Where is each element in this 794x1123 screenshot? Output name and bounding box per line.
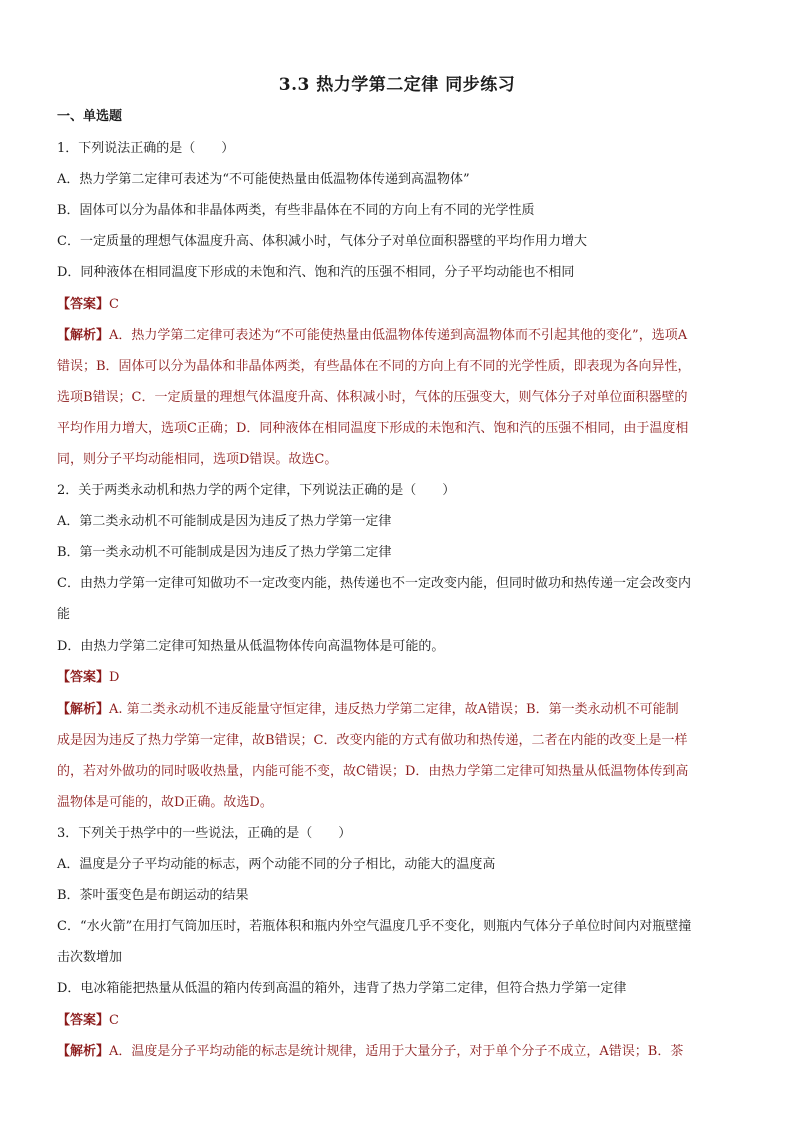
q2-analysis-line: 温物体是可能的，故D正确。故选D。 [57, 795, 273, 810]
q2-analysis-line: 的，若对外做功的同时吸收热量，内能可能不变，故C错误；D．由热力学第二定律可知热量从低温物体传到高 [57, 764, 689, 779]
analysis-tag: 【解析】 [57, 702, 110, 717]
q1-analysis-line: 错误；B．固体可以分为晶体和非晶体两类，有些晶体在不同的方向上有不同的光学性质，即表现为各向异性， [57, 359, 691, 374]
q1-option-a: A．热力学第二定律可表述为“不可能使热量由低温物体传递到高温物体” [57, 172, 470, 187]
q1-option-b: B．固体可以分为晶体和非晶体两类，有些非晶体在不同的方向上有不同的光学性质 [57, 203, 535, 218]
q1-analysis-line: 同，则分子平均动能相同，选项D错误。故选C。 [57, 452, 338, 467]
answer-tag: 【答案】 [57, 670, 110, 685]
q2-option-c-cont: 能 [57, 607, 71, 622]
q2-answer [57, 669, 742, 687]
analysis-tag: 【解析】 [57, 328, 110, 343]
q3-option-c: C．“水火箭”在用打气筒加压时，若瓶体积和瓶内外空气温度几乎不变化，则瓶内气体分子单位时间内对瓶壁撞 [57, 919, 692, 934]
section-heading: 一、单选题 [57, 109, 123, 124]
q1-analysis-line [57, 327, 742, 345]
answer-value: C [109, 1013, 119, 1028]
q1-answer [57, 296, 742, 314]
answer-tag: 【答案】 [57, 1013, 110, 1028]
analysis-text: A．热力学第二定律可表述为“不可能使热量由低温物体传递到高温物体而不引起其他的变化”，选项A [109, 328, 688, 343]
q2-option-a: A．第二类永动机不可能制成是因为违反了热力学第一定律 [57, 514, 392, 529]
analysis-tag: 【解析】 [57, 1044, 110, 1059]
q2-option-d: D．由热力学第二定律可知热量从低温物体传向高温物体是可能的。 [57, 639, 445, 654]
analysis-text: A. 第二类永动机不违反能量守恒定律，违反热力学第二定律，故A错误；B．第一类永动机不可能制 [109, 702, 679, 717]
q3-analysis-line [57, 1043, 742, 1061]
q3-option-b: B．茶叶蛋变色是布朗运动的结果 [57, 888, 249, 903]
analysis-text: A．温度是分子平均动能的标志是统计规律，适用于大量分子，对于单个分子不成立，A错误；B．茶 [109, 1044, 684, 1059]
q1-option-d: D．同种液体在相同温度下形成的未饱和汽、饱和汽的压强不相同，分子平均动能也不相同 [57, 265, 575, 280]
q3-option-c-cont: 击次数增加 [57, 950, 123, 965]
q2-stem: 2．关于两类永动机和热力学的两个定律，下列说法正确的是（ ） [57, 483, 456, 498]
q1-option-c: C．一定质量的理想气体温度升高、体积减小时，气体分子对单位面积器壁的平均作用力增大 [57, 234, 587, 249]
answer-tag: 【答案】 [57, 297, 110, 312]
q2-option-b: B．第一类永动机不可能制成是因为违反了热力学第二定律 [57, 545, 392, 560]
page-title: 3.3 热力学第二定律 同步练习 [278, 75, 516, 95]
q1-analysis-line: 选项B错误；C．一定质量的理想气体温度升高、体积减小时，气体的压强变大，则气体分子对单位面积器壁的 [57, 390, 688, 405]
answer-value: D [109, 670, 120, 685]
answer-value: C [109, 297, 119, 312]
q1-analysis-line: 平均作用力增大，选项C正确；D．同种液体在相同温度下形成的未饱和汽、饱和汽的压强不相同，由于温度相 [57, 421, 689, 436]
q1-stem: 1．下列说法正确的是（ ） [57, 141, 235, 156]
q3-option-d: D．电冰箱能把热量从低温的箱内传到高温的箱外，违背了热力学第二定律，但符合热力学第一定律 [57, 981, 627, 996]
q2-option-c: C．由热力学第一定律可知做功不一定改变内能，热传递也不一定改变内能，但同时做功和热传递一定会改变内 [57, 576, 691, 591]
q3-answer [57, 1012, 742, 1030]
q3-option-a: A．温度是分子平均动能的标志，两个动能不同的分子相比，动能大的温度高 [57, 857, 496, 872]
q2-analysis-line: 成是因为违反了热力学第一定律，故B错误；C．改变内能的方式有做功和热传递，二者在内能的改变上是一样 [57, 733, 688, 748]
q3-stem: 3．下列关于热学中的一些说法，正确的是（ ） [57, 826, 352, 841]
q2-analysis-line [57, 701, 742, 719]
